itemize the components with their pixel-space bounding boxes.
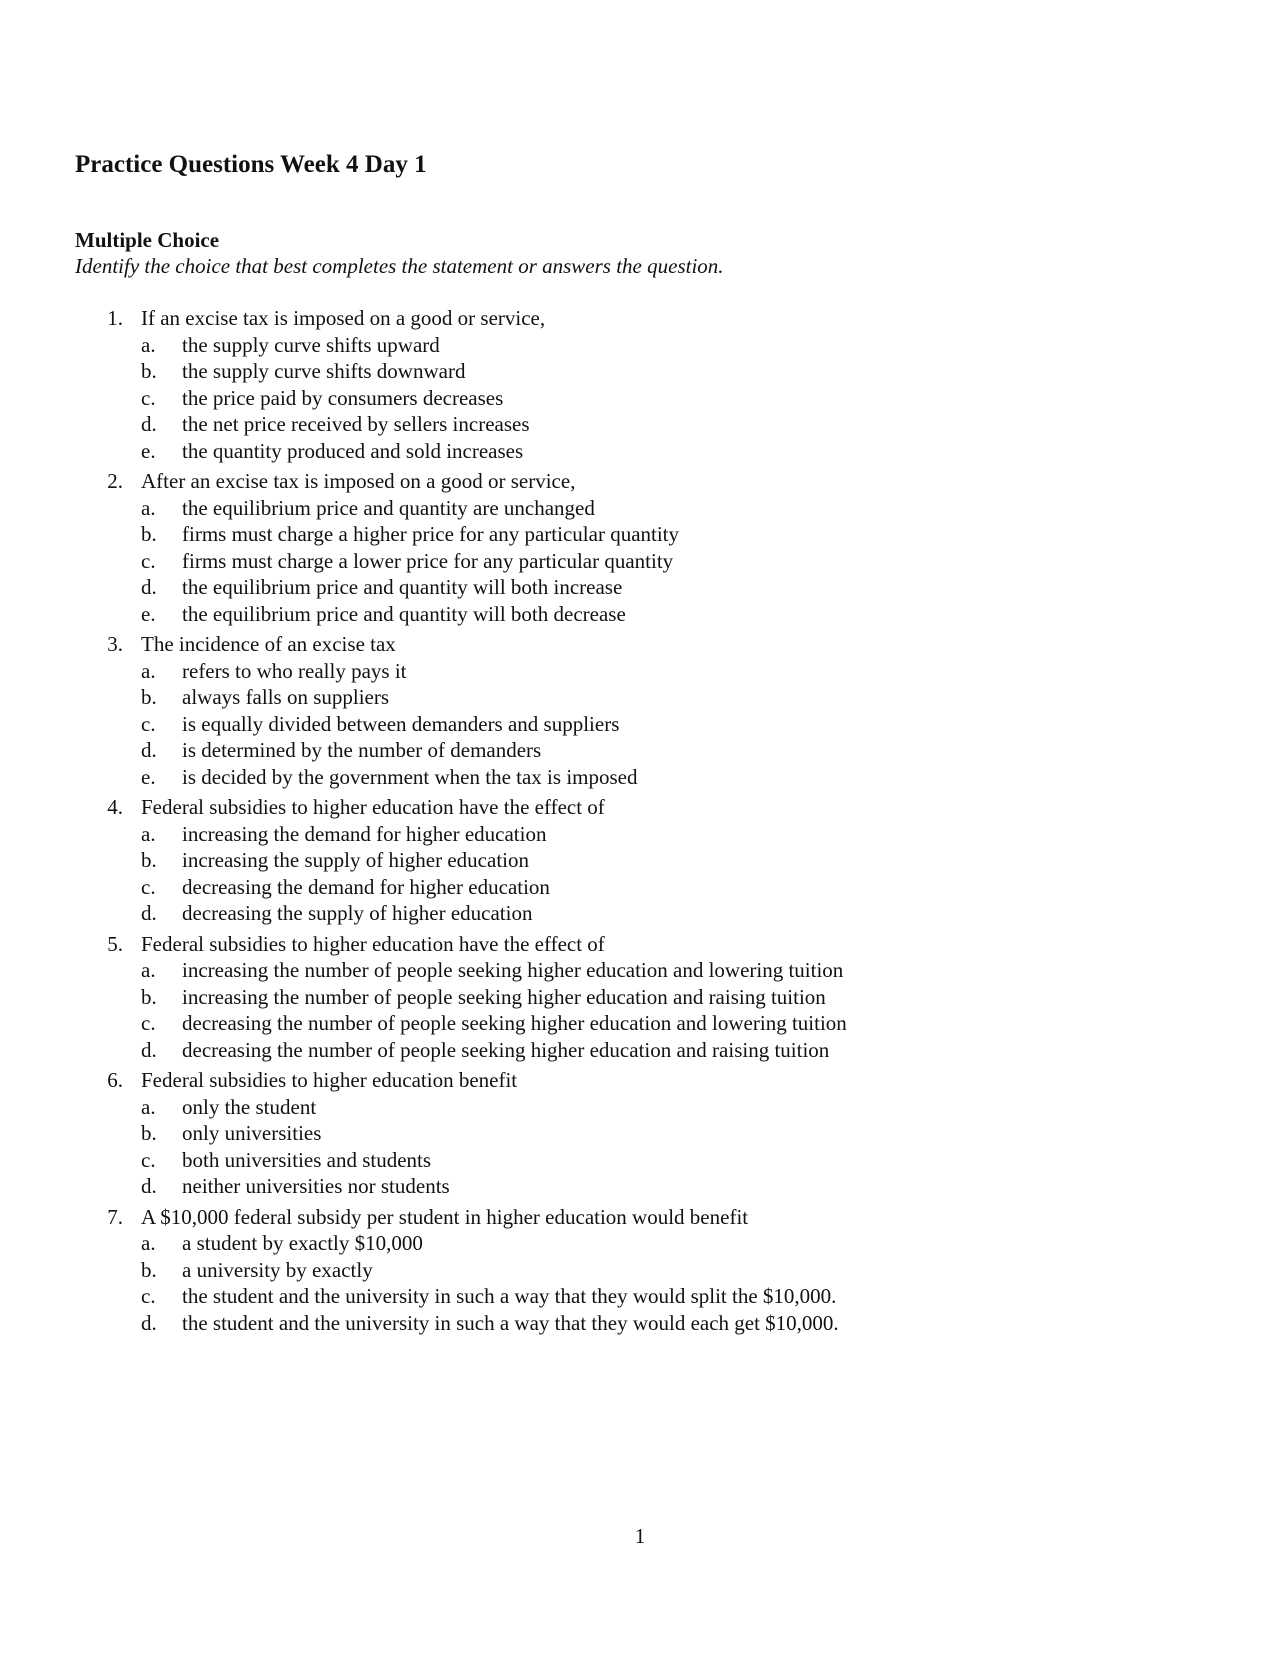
question-item [0,305,1280,464]
answer-choice [0,984,1280,1011]
choice-letter: b. [141,984,157,1009]
answer-choice [0,1094,1280,1121]
choice-text: both universities and students [182,1147,432,1172]
choice-text: decreasing the number of people seeking higher education and lowering tuition [182,1011,847,1035]
choice-list [0,957,1280,1063]
question-item [0,931,1280,1064]
answer-choice [0,764,1280,791]
choice-letter: b. [141,522,157,546]
choice-letter: e. [141,764,156,789]
question-number: 5. [107,931,123,956]
instructions-text: Identify the choice that best completes the statement or answers the question. [75,254,724,278]
choice-letter: e. [141,438,156,463]
question-item [0,1067,1280,1200]
choice-text: increasing the demand for higher education [182,821,547,846]
answer-choice [0,737,1280,764]
question-stem: Federal subsidies to higher education have the effect of [141,931,605,956]
answer-choice [0,1230,1280,1257]
choice-text: neither universities nor students [182,1174,450,1198]
question-stem: Federal subsidies to higher education have the effect of [141,795,605,819]
choice-list [0,495,1280,628]
choice-letter: d. [141,1174,157,1198]
answer-choice [0,1283,1280,1310]
choice-letter: d. [141,1310,157,1335]
question-item [0,468,1280,627]
choice-text: the student and the university in such a way that they would each get $10,000. [182,1310,839,1335]
question-number: 4. [107,795,123,819]
question-line [0,931,1280,958]
choice-letter: c. [141,711,156,736]
answer-choice [0,332,1280,359]
answer-choice [0,847,1280,874]
answer-choice [0,821,1280,848]
choice-text: the supply curve shifts downward [182,359,466,383]
choice-text: decreasing the supply of higher education [182,901,533,925]
question-number: 6. [107,1068,123,1092]
choice-letter: b. [141,359,157,383]
question-line [0,1067,1280,1094]
choice-text: a university by exactly [182,1257,373,1282]
answer-choice [0,601,1280,628]
choice-letter: a. [141,332,156,357]
answer-choice [0,711,1280,738]
choice-text: the equilibrium price and quantity will both decrease [182,601,626,626]
choice-text: the net price received by sellers increases [182,412,530,436]
question-number: 7. [107,1204,123,1229]
question-line [0,794,1280,821]
answer-choice [0,358,1280,385]
answer-choice [0,1037,1280,1064]
choice-text: firms must charge a higher price for any particular quantity [182,522,680,546]
answer-choice [0,438,1280,465]
answer-choice [0,1010,1280,1037]
answer-choice [0,900,1280,927]
question-item [0,1204,1280,1337]
choice-text: a student by exactly $10,000 [182,1231,423,1255]
choice-letter: c. [141,1284,156,1308]
choice-text: refers to who really pays it [182,658,407,683]
answer-choice [0,684,1280,711]
question-item [0,631,1280,790]
question-line [0,468,1280,495]
question-line [0,1204,1280,1231]
choice-text: the student and the university in such a way that they would split the $10,000. [182,1284,837,1308]
answer-choice [0,874,1280,901]
choice-text: is determined by the number of demanders [182,738,542,762]
answer-choice [0,1310,1280,1337]
answer-choice [0,385,1280,412]
answer-choice [0,548,1280,575]
choice-text: decreasing the number of people seeking higher education and raising tuition [182,1037,830,1062]
answer-choice [0,1147,1280,1174]
choice-text: increasing the number of people seeking higher education and raising tuition [182,984,826,1009]
question-stem: The incidence of an excise tax [141,632,396,656]
choice-list [0,1094,1280,1200]
choice-text: is equally divided between demanders and suppliers [182,711,620,736]
choice-text: the supply curve shifts upward [182,332,440,357]
question-line [0,305,1280,332]
answer-choice [0,1120,1280,1147]
choice-text: the price paid by consumers decreases [182,385,504,410]
choice-letter: d. [141,1037,157,1062]
choice-text: the equilibrium price and quantity are unchanged [182,495,595,520]
choice-text: firms must charge a lower price for any particular quantity [182,548,674,573]
choice-text: decreasing the demand for higher education [182,874,550,899]
answer-choice [0,521,1280,548]
choice-letter: a. [141,658,156,683]
choice-list [0,658,1280,791]
choice-letter: a. [141,1094,156,1119]
choice-letter: d. [141,901,157,925]
answer-choice [0,1257,1280,1284]
choice-letter: c. [141,1147,156,1172]
choice-list [0,1230,1280,1336]
choice-text: always falls on suppliers [182,685,390,709]
choice-letter: a. [141,821,156,846]
choice-text: increasing the supply of higher education [182,848,529,872]
choice-letter: a. [141,958,156,982]
question-number: 1. [107,306,123,330]
choice-letter: a. [141,1231,156,1255]
answer-choice [0,658,1280,685]
choice-letter: b. [141,1257,157,1282]
choice-text: only universities [182,1121,322,1145]
choice-text: is decided by the government when the tax is imposed [182,764,638,789]
choice-letter: e. [141,601,156,626]
question-list [0,305,1280,1340]
choice-text: the quantity produced and sold increases [182,438,524,463]
choice-list [0,821,1280,927]
question-stem: A $10,000 federal subsidy per student in higher education would benefit [141,1204,749,1229]
choice-text: only the student [182,1094,317,1119]
choice-list [0,332,1280,465]
choice-letter: c. [141,385,156,410]
section-heading: Multiple Choice [75,228,220,252]
question-stem: Federal subsidies to higher education benefit [141,1068,518,1092]
answer-choice [0,411,1280,438]
choice-letter: b. [141,685,157,709]
answer-choice [0,574,1280,601]
page-number: 1 [634,1524,646,1548]
answer-choice [0,495,1280,522]
question-stem: After an excise tax is imposed on a good or service, [141,469,576,493]
choice-letter: c. [141,874,156,899]
choice-letter: c. [141,548,156,573]
choice-letter: d. [141,738,157,762]
answer-choice [0,1173,1280,1200]
choice-letter: b. [141,848,157,872]
answer-choice [0,957,1280,984]
choice-letter: d. [141,412,157,436]
choice-letter: c. [141,1011,156,1035]
choice-letter: a. [141,495,156,520]
question-item [0,794,1280,927]
choice-letter: d. [141,575,157,599]
choice-text: the equilibrium price and quantity will both increase [182,575,623,599]
question-number: 2. [107,469,123,493]
question-stem: If an excise tax is imposed on a good or service, [141,306,546,330]
question-line [0,631,1280,658]
choice-letter: b. [141,1121,157,1145]
question-number: 3. [107,632,123,656]
page-title: Practice Questions Week 4 Day 1 [75,151,427,178]
choice-text: increasing the number of people seeking higher education and lowering tuition [182,958,844,982]
